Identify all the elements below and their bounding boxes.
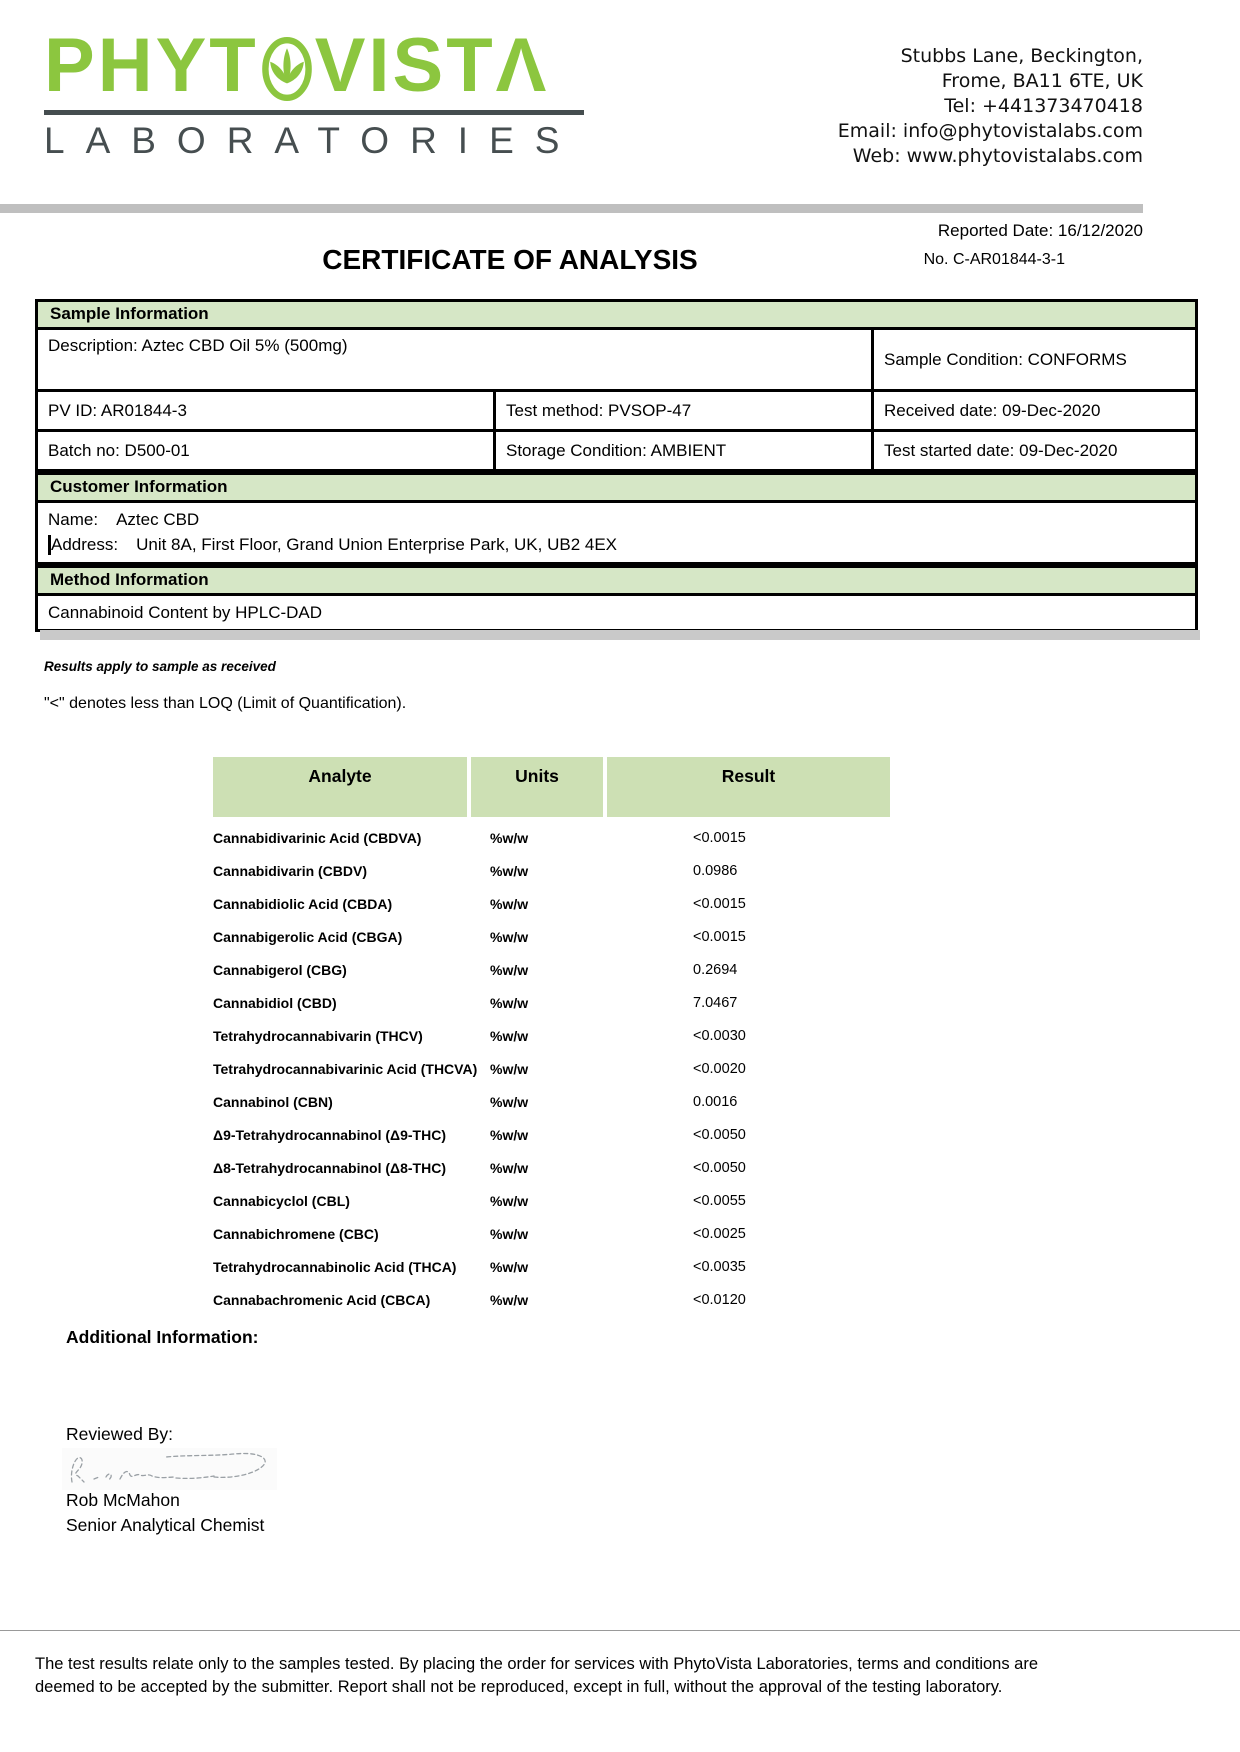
- table-cell-result: <0.0015: [693, 829, 746, 846]
- contact-line: Frome, BA11 6TE, UK: [941, 70, 1143, 92]
- table-cell-analyte: Tetrahydrocannabivarinic Acid (THCVA): [213, 1060, 478, 1077]
- table-cell-units: %w/w: [490, 961, 529, 978]
- table-row: [213, 821, 890, 854]
- table-cell-analyte: Δ9-Tetrahydrocannabinol (Δ9-THC): [213, 1126, 446, 1143]
- customer-address: [48, 535, 1185, 555]
- column-header-result: Result: [607, 757, 890, 817]
- results-rows: [213, 821, 890, 1316]
- table-row: [213, 1019, 890, 1052]
- table-cell-units: %w/w: [490, 1093, 529, 1110]
- table-cell-units: %w/w: [490, 1192, 529, 1209]
- table-cell-result: <0.0050: [693, 1126, 746, 1143]
- table-cell-units: %w/w: [490, 1027, 529, 1044]
- contact-block: [838, 44, 1143, 169]
- table-cell-result: <0.0035: [693, 1258, 746, 1275]
- table-cell-units: %w/w: [490, 1258, 529, 1275]
- info-tables: [35, 299, 1198, 632]
- table-row: [213, 1184, 890, 1217]
- customer-name-label: Name:: [48, 510, 99, 529]
- row-pvid: [35, 392, 1198, 432]
- table-cell-units: %w/w: [490, 1225, 529, 1242]
- row-description: [35, 330, 1198, 392]
- row-batch: [35, 432, 1198, 472]
- table-cell-units: %w/w: [490, 1060, 529, 1077]
- reviewer-name: Rob McMahon: [66, 1490, 180, 1510]
- table-cell-result: <0.0050: [693, 1159, 746, 1176]
- leaf-icon: [261, 36, 313, 100]
- table-row: [213, 986, 890, 1019]
- table-cell-units: %w/w: [490, 1159, 529, 1176]
- table-cell-result: <0.0025: [693, 1225, 746, 1242]
- contact-line: Stubbs Lane, Beckington,: [900, 45, 1143, 67]
- table-row: [213, 854, 890, 887]
- table-cell-analyte: Cannabicyclol (CBL): [213, 1192, 350, 1209]
- table-cell-result: <0.0015: [693, 928, 746, 945]
- note-loq: "<" denotes less than LOQ (Limit of Quantification).: [44, 695, 407, 712]
- table-cell-result: 0.0986: [693, 862, 738, 879]
- table-cell-analyte: Δ8-Tetrahydrocannabinol (Δ8-THC): [213, 1159, 446, 1176]
- footer-divider: [0, 1630, 1240, 1631]
- table-cell-result: 7.0467: [693, 994, 738, 1011]
- table-cell-units: %w/w: [490, 928, 529, 945]
- table-row: [213, 1250, 890, 1283]
- table-cell-analyte: Tetrahydrocannabinolic Acid (THCA): [213, 1258, 457, 1275]
- table-row: [213, 920, 890, 953]
- additional-information-heading: Additional Information:: [66, 1327, 259, 1347]
- table-cell-units: %w/w: [490, 895, 529, 912]
- reported-date: Reported Date: 16/12/2020: [937, 221, 1143, 240]
- table-cell-analyte: Cannabichromene (CBC): [213, 1225, 379, 1242]
- sample-condition: Sample Condition: CONFORMS: [871, 330, 1195, 389]
- column-header-analyte: Analyte: [213, 757, 467, 817]
- results-table-header: [213, 757, 890, 817]
- table-cell-units: %w/w: [490, 1126, 529, 1143]
- table-cell-units: %w/w: [490, 994, 529, 1011]
- customer-name-value: Aztec CBD: [116, 510, 200, 529]
- report-number: No. C-AR01844-3-1: [923, 251, 1065, 268]
- footer-line-1: The test results relate only to the samples tested. By placing the order for services with PhytoVista Laboratories, terms and conditions are: [35, 1655, 1039, 1673]
- section-header-customer-information: Customer Information: [35, 472, 1198, 503]
- table-row: [213, 1217, 890, 1250]
- table-cell-analyte: Cannabigerolic Acid (CBGA): [213, 928, 403, 945]
- reviewed-by-label: Reviewed By:: [66, 1424, 173, 1444]
- table-cell-result: <0.0030: [693, 1027, 746, 1044]
- footer-line-2: deemed to be accepted by the submitter. Report shall not be reproduced, except in full, without the approval of the testing laboratory.: [35, 1678, 1003, 1696]
- section-header-sample-information: Sample Information: [35, 299, 1198, 330]
- header-divider-bar: [0, 204, 1143, 213]
- logo-divider: [44, 110, 584, 115]
- table-cell-analyte: Cannabidiol (CBD): [213, 994, 337, 1011]
- note-results-apply: Results apply to sample as received: [44, 659, 276, 674]
- storage-condition: Storage Condition: AMBIENT: [493, 432, 871, 469]
- table-cell-analyte: Cannabidivarin (CBDV): [213, 862, 368, 879]
- column-header-units: Units: [471, 757, 603, 817]
- customer-name: [48, 510, 1185, 530]
- logo-wordmark: [44, 23, 584, 108]
- batch-no: Batch no: D500-01: [48, 440, 190, 460]
- test-method: Test method: PVSOP-47: [493, 392, 871, 429]
- table-cell-units: %w/w: [490, 1291, 529, 1308]
- method-description: Cannabinoid Content by HPLC-DAD: [48, 602, 323, 622]
- customer-address-label: Address:: [51, 535, 119, 554]
- table-row: [213, 1085, 890, 1118]
- table-cell-analyte: Cannabidiolic Acid (CBDA): [213, 895, 393, 912]
- footer-disclaimer: [35, 1653, 1215, 1699]
- logo-text-left: PHYT: [44, 23, 259, 108]
- page-title: CERTIFICATE OF ANALYSIS: [322, 244, 698, 275]
- table-cell-analyte: Cannabigerol (CBG): [213, 961, 347, 978]
- table-row: [213, 1151, 890, 1184]
- reviewer-title: Senior Analytical Chemist: [66, 1515, 265, 1535]
- logo-text-right: VISTΛ: [314, 23, 550, 108]
- customer-address-value: Unit 8A, First Floor, Grand Union Enterprise Park, UK, UB2 4EX: [136, 535, 617, 554]
- pv-id: PV ID: AR01844-3: [48, 400, 187, 420]
- phytovista-logo: [44, 23, 584, 162]
- table-cell-analyte: Cannabinol (CBN): [213, 1093, 333, 1110]
- logo-subtitle: LABORATORIES: [44, 120, 581, 161]
- section-header-method-information: Method Information: [35, 565, 1198, 596]
- row-method: [35, 596, 1198, 632]
- table-row: [213, 1052, 890, 1085]
- table-cell-result: 0.2694: [693, 961, 738, 978]
- table-cell-units: %w/w: [490, 829, 529, 846]
- table-cell-analyte: Tetrahydrocannabivarin (THCV): [213, 1027, 423, 1044]
- table-shadow-bar: [40, 630, 1200, 640]
- table-cell-result: <0.0015: [693, 895, 746, 912]
- received-date: Received date: 09-Dec-2020: [871, 392, 1195, 429]
- table-cell-result: <0.0055: [693, 1192, 746, 1209]
- contact-line: Tel: +441373470418: [944, 95, 1143, 117]
- table-cell-result: <0.0120: [693, 1291, 746, 1308]
- table-row: [213, 1118, 890, 1151]
- test-started-date: Test started date: 09-Dec-2020: [871, 432, 1195, 469]
- table-row: [213, 887, 890, 920]
- contact-line: Web: www.phytovistalabs.com: [852, 145, 1143, 167]
- table-cell-result: <0.0020: [693, 1060, 746, 1077]
- contact-line: Email: info@phytovistalabs.com: [837, 120, 1143, 142]
- table-cell-result: 0.0016: [693, 1093, 738, 1110]
- table-row: [213, 1283, 890, 1316]
- row-customer: [35, 503, 1198, 565]
- table-cell-units: %w/w: [490, 862, 529, 879]
- table-cell-analyte: Cannabachromenic Acid (CBCA): [213, 1291, 431, 1308]
- sample-description: Description: Aztec CBD Oil 5% (500mg): [48, 336, 348, 355]
- table-row: [213, 953, 890, 986]
- table-cell-analyte: Cannabidivarinic Acid (CBDVA): [213, 829, 422, 846]
